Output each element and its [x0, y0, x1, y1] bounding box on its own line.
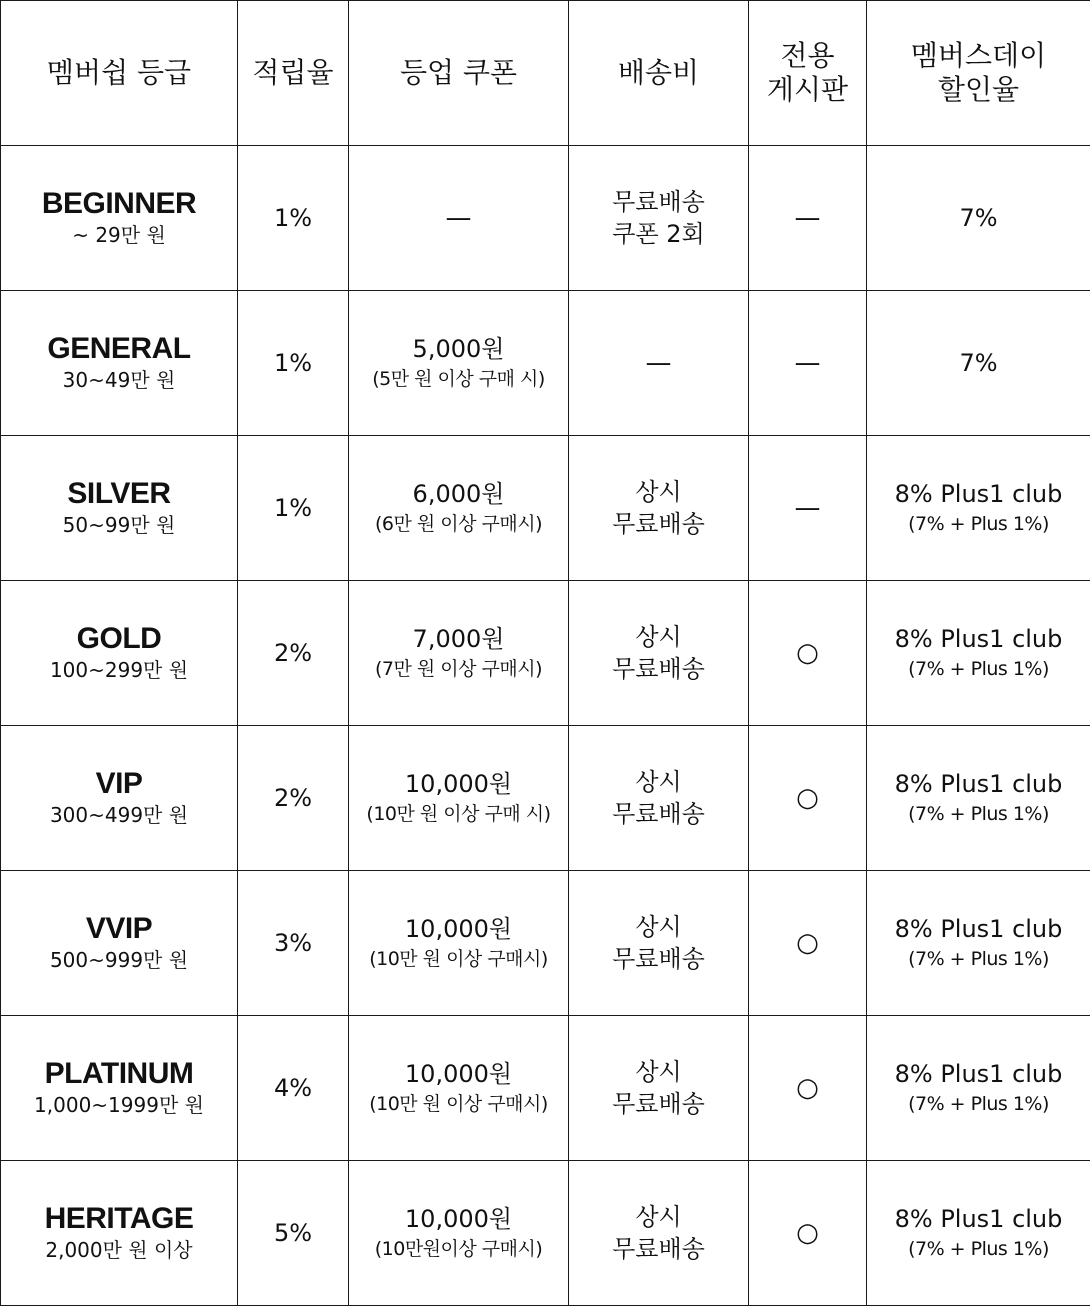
coupon-cell — [349, 146, 569, 291]
coupon-condition: (6만 원 이상 구매시) — [374, 513, 542, 535]
members-day-cell — [867, 726, 1090, 871]
grade-cell — [1, 146, 238, 291]
shipping-cell — [569, 871, 749, 1016]
shipping-line1: 무료배송 — [612, 188, 705, 216]
members-day-rate: 8% Plus1 club — [894, 1205, 1063, 1233]
circle-mark-icon: ○ — [796, 638, 819, 668]
header-shipping: 배송비 — [569, 1, 749, 146]
grade-cell — [1, 1016, 238, 1161]
members-day-detail: (7% + Plus 1%) — [908, 658, 1049, 680]
members-day-rate: 7% — [959, 204, 998, 232]
rate-value: 1% — [273, 494, 313, 522]
grade-cell — [1, 436, 238, 581]
coupon-amount: 5,000원 — [412, 335, 505, 363]
table-row — [1, 871, 1090, 1016]
members-day-rate: 8% Plus1 club — [894, 1060, 1063, 1088]
grade-name: PLATINUM — [44, 1057, 194, 1090]
members-day-cell — [867, 1161, 1090, 1306]
dash-mark: — — [794, 203, 821, 233]
table-row — [1, 291, 1090, 436]
grade-name: GENERAL — [47, 332, 191, 365]
rate-value: 3% — [273, 929, 313, 957]
coupon-condition: (7만 원 이상 구매시) — [374, 658, 542, 680]
members-day-cell — [867, 291, 1090, 436]
rate-value: 2% — [273, 639, 313, 667]
board-cell — [749, 871, 867, 1016]
header-row — [1, 1, 1090, 146]
circle-mark-icon: ○ — [796, 1073, 819, 1103]
members-day-detail: (7% + Plus 1%) — [908, 803, 1049, 825]
table-row — [1, 1161, 1090, 1306]
coupon-amount: 10,000원 — [404, 1060, 513, 1088]
shipping-cell — [569, 146, 749, 291]
coupon-amount: 6,000원 — [412, 480, 505, 508]
members-day-cell — [867, 581, 1090, 726]
grade-name: VVIP — [85, 912, 153, 945]
shipping-line1: 상시 — [635, 1203, 682, 1231]
table-row — [1, 581, 1090, 726]
grade-range: 100~299만 원 — [49, 658, 189, 682]
shipping-line2: 무료배송 — [612, 945, 705, 973]
table-body — [1, 146, 1090, 1306]
shipping-cell — [569, 1161, 749, 1306]
table-row — [1, 436, 1090, 581]
members-day-cell — [867, 146, 1090, 291]
shipping-line1: 상시 — [635, 768, 682, 796]
shipping-line1: — — [645, 348, 672, 378]
grade-cell — [1, 871, 238, 1016]
header-grade: 멤버쉽 등급 — [1, 1, 238, 146]
dash-mark: — — [794, 348, 821, 378]
coupon-cell — [349, 871, 569, 1016]
coupon-amount: 10,000원 — [404, 1205, 513, 1233]
members-day-detail: (7% + Plus 1%) — [908, 1238, 1049, 1260]
shipping-line2: 무료배송 — [612, 510, 705, 538]
grade-range: ~ 29만 원 — [72, 223, 166, 247]
coupon-amount: 10,000원 — [404, 770, 513, 798]
coupon-amount: 10,000원 — [404, 915, 513, 943]
rate-cell — [238, 1016, 349, 1161]
shipping-cell — [569, 291, 749, 436]
rate-cell — [238, 726, 349, 871]
members-day-rate: 7% — [959, 349, 998, 377]
header-members-day: 멤버스데이 할인율 — [867, 1, 1090, 146]
board-cell — [749, 581, 867, 726]
coupon-condition: (10만원이상 구매시) — [374, 1238, 543, 1260]
rate-value: 1% — [273, 349, 313, 377]
table-header — [1, 1, 1090, 146]
grade-name: BEGINNER — [41, 187, 197, 220]
coupon-cell — [349, 1161, 569, 1306]
shipping-line1: 상시 — [635, 913, 682, 941]
grade-cell — [1, 581, 238, 726]
coupon-condition: (10만 원 이상 구매시) — [369, 948, 548, 970]
board-cell — [749, 1161, 867, 1306]
rate-value: 4% — [273, 1074, 313, 1102]
members-day-rate: 8% Plus1 club — [894, 625, 1063, 653]
grade-name: SILVER — [67, 477, 171, 510]
shipping-line2: 무료배송 — [612, 800, 705, 828]
shipping-line2: 무료배송 — [612, 1090, 705, 1118]
board-cell — [749, 726, 867, 871]
coupon-amount: 7,000원 — [412, 625, 505, 653]
board-cell — [749, 146, 867, 291]
grade-range: 500~999만 원 — [49, 948, 189, 972]
shipping-line2: 쿠폰 2회 — [612, 220, 705, 248]
rate-cell — [238, 871, 349, 1016]
board-cell — [749, 291, 867, 436]
members-day-detail: (7% + Plus 1%) — [908, 948, 1049, 970]
members-day-cell — [867, 436, 1090, 581]
header-board: 전용 게시판 — [749, 1, 867, 146]
shipping-cell — [569, 1016, 749, 1161]
rate-value: 1% — [273, 204, 313, 232]
header-coupon: 등업 쿠폰 — [349, 1, 569, 146]
shipping-line2: 무료배송 — [612, 655, 705, 683]
table-row — [1, 146, 1090, 291]
grade-cell — [1, 1161, 238, 1306]
rate-cell — [238, 581, 349, 726]
grade-range: 2,000만 원 이상 — [45, 1238, 193, 1262]
members-day-rate: 8% Plus1 club — [894, 770, 1063, 798]
members-day-rate: 8% Plus1 club — [894, 915, 1063, 943]
members-day-detail: (7% + Plus 1%) — [908, 513, 1049, 535]
dash-mark: — — [794, 493, 821, 523]
grade-name: HERITAGE — [44, 1202, 194, 1235]
grade-range: 1,000~1999만 원 — [34, 1093, 204, 1117]
coupon-cell — [349, 581, 569, 726]
rate-cell — [238, 436, 349, 581]
table-row — [1, 726, 1090, 871]
rate-cell — [238, 1161, 349, 1306]
shipping-cell — [569, 726, 749, 871]
circle-mark-icon: ○ — [796, 1218, 819, 1248]
members-day-rate: 8% Plus1 club — [894, 480, 1063, 508]
rate-value: 5% — [273, 1219, 313, 1247]
table-row — [1, 1016, 1090, 1161]
grade-cell — [1, 726, 238, 871]
shipping-line2: 무료배송 — [612, 1235, 705, 1263]
coupon-cell — [349, 291, 569, 436]
coupon-cell — [349, 436, 569, 581]
board-cell — [749, 1016, 867, 1161]
circle-mark-icon: ○ — [796, 783, 819, 813]
shipping-cell — [569, 581, 749, 726]
shipping-cell — [569, 436, 749, 581]
grade-range: 300~499만 원 — [49, 803, 189, 827]
shipping-line1: 상시 — [635, 1058, 682, 1086]
members-day-cell — [867, 871, 1090, 1016]
grade-name: GOLD — [76, 622, 162, 655]
coupon-condition: (10만 원 이상 구매시) — [369, 1093, 548, 1115]
coupon-condition: (10만 원 이상 구매 시) — [366, 803, 551, 825]
grade-cell — [1, 291, 238, 436]
header-rate: 적립율 — [238, 1, 349, 146]
members-day-cell — [867, 1016, 1090, 1161]
coupon-cell — [349, 1016, 569, 1161]
grade-name: VIP — [95, 767, 143, 800]
coupon-cell — [349, 726, 569, 871]
board-cell — [749, 436, 867, 581]
shipping-line1: 상시 — [635, 623, 682, 651]
members-day-detail: (7% + Plus 1%) — [908, 1093, 1049, 1115]
rate-value: 2% — [273, 784, 313, 812]
circle-mark-icon: ○ — [796, 928, 819, 958]
shipping-line1: 상시 — [635, 478, 682, 506]
rate-cell — [238, 291, 349, 436]
coupon-condition: (5만 원 이상 구매 시) — [372, 368, 545, 390]
coupon-amount: — — [445, 203, 472, 233]
rate-cell — [238, 146, 349, 291]
grade-range: 50~99만 원 — [62, 513, 176, 537]
grade-range: 30~49만 원 — [62, 368, 176, 392]
